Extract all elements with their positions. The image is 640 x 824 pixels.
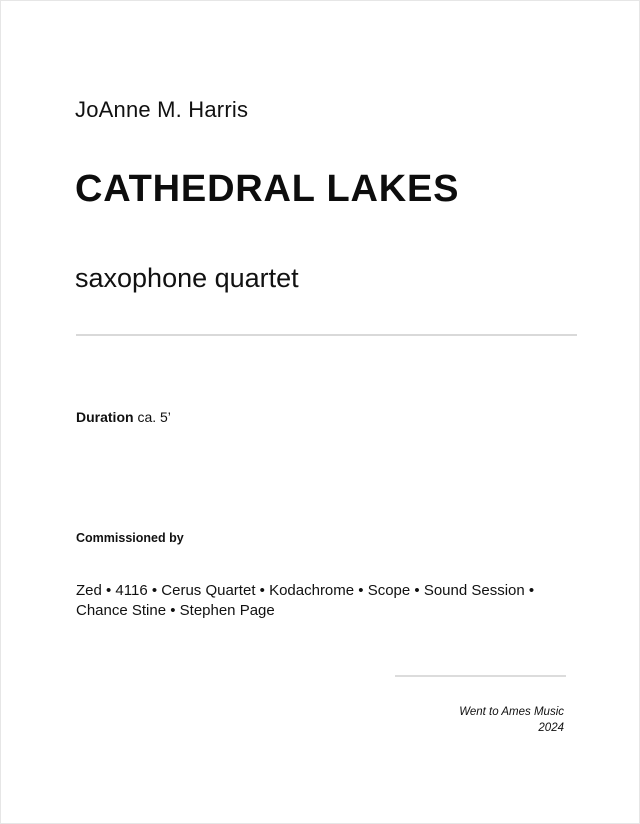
instrumentation-subtitle: saxophone quartet [75, 263, 299, 293]
duration-value: ca. 5’ [137, 409, 171, 425]
commissioners-list [76, 581, 576, 621]
publisher-info [459, 704, 564, 736]
duration-line [76, 409, 171, 425]
duration-label: Duration [76, 409, 134, 425]
publisher-name: Went to Ames Music [459, 706, 564, 718]
publisher-divider [395, 675, 566, 677]
work-title: CATHEDRAL LAKES [75, 168, 460, 210]
publication-year: 2024 [538, 722, 564, 734]
commissioned-heading: Commissioned by [76, 531, 184, 545]
title-divider [76, 334, 577, 336]
commissioners-line-1: Zed • 4116 • Cerus Quartet • Kodachrome • Scope • Sound Session • [76, 582, 535, 599]
composer-name: JoAnne M. Harris [75, 97, 249, 122]
commissioners-line-2: Chance Stine • Stephen Page [76, 602, 275, 619]
